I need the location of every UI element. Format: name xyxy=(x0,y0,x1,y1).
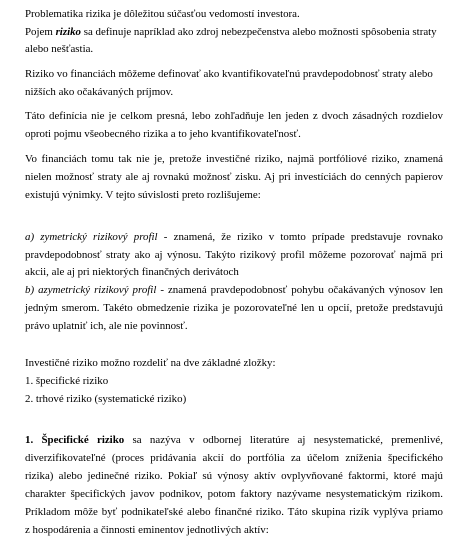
paragraph-line: rizika) alebo jedinečné riziko. Pokiaľ sú výnosy aktív ovplyvňované faktormi, ktoré majú xyxy=(25,470,443,482)
text-span: sa definuje napríklad ako zdroj nebezpečenstva alebo možnosti spôsobenia straty xyxy=(80,26,437,38)
paragraph-line xyxy=(25,433,443,447)
list-item: 1. špecifické riziko xyxy=(25,375,109,387)
text-span: - znamená pravdepodobnosť pohybu očakávaných výnosov len xyxy=(156,284,443,296)
paragraph-line: Riziko vo financiách môžeme definovať ako kvantifikovateľnú pravdepodobnosť straty alebo xyxy=(25,68,433,80)
paragraph-line: nielen možnosť straty ale aj rovnakú možnosť zisku. Aj pri investíciách do cenných papierov xyxy=(25,171,443,183)
term-riziko: riziko xyxy=(55,26,81,38)
paragraph-line: Táto definícia nie je celkom presná, lebo zohľadňuje len jeden z dvoch zásadných rozdielov xyxy=(25,110,443,122)
paragraph-line xyxy=(25,230,443,244)
paragraph-line: oproti pojmu všeobecného rizika a to jeho kvantifikovateľnosť. xyxy=(25,128,301,140)
profile-a-label: a) zymetrický rizikový profil xyxy=(25,231,158,243)
paragraph-line: Vo financiách tomu tak nie je, pretože investičné riziko, najmä portfóliové riziko, znamená xyxy=(25,153,443,165)
paragraph-line xyxy=(25,283,443,297)
paragraph-line xyxy=(25,25,443,39)
paragraph-line: diverzifikovateľné (proces pridávania akcií do portfólia za účelom zníženia špecifického xyxy=(25,452,443,464)
paragraph-line: Investičné riziko možno rozdeliť na dve základné zložky: xyxy=(25,357,276,369)
paragraph-line: existujú výnimky. V tejto súvislosti preto rozlišujeme: xyxy=(25,189,261,201)
profile-b-label: b) azymetrický rizikový profil xyxy=(25,284,157,296)
section-heading: 1. Špecifické riziko xyxy=(25,434,125,446)
paragraph-line: právo uplatniť ich, ale nie povinnosť. xyxy=(25,320,188,332)
text-span: - znamená, že riziko v tomto prípade predstavuje rovnako xyxy=(157,231,444,243)
paragraph-line: akcii, ale aj pri niektorých finančných derivátoch xyxy=(25,266,239,278)
paragraph-line: jedným smerom. Takéto obmedzenie rizika je pozorovateľné len u opcií, pretože predstavujú xyxy=(25,302,443,314)
list-item: 2. trhové riziko (systematické riziko) xyxy=(25,393,187,405)
paragraph-line: charakter špecifických javov podnikov, potom faktory nazývame nesystematickým rizikom. xyxy=(25,488,443,500)
paragraph-line: z hospodárenia a činnosti eminentov jednotlivých aktív: xyxy=(25,524,269,536)
text-span: sa nazýva v odbornej literatúre aj nesystematické, premenlivé, xyxy=(124,434,443,446)
paragraph-line: pravdepodobnosť straty ako aj výnosu. Takýto rizikový profil môžeme pozorovať najmä pri xyxy=(25,249,443,261)
paragraph-line: alebo nešťastia. xyxy=(25,43,94,55)
text-span: Pojem xyxy=(25,26,56,38)
paragraph-line: Problematika rizika je dôležitou súčasťou vedomostí investora. xyxy=(25,8,300,20)
paragraph-line: Príkladom môže byť podnikateľské alebo finančné riziko. Táto skupina rizík vyplýva priamo xyxy=(25,506,443,518)
paragraph-line: nižších ako očakávaných príjmov. xyxy=(25,86,174,98)
